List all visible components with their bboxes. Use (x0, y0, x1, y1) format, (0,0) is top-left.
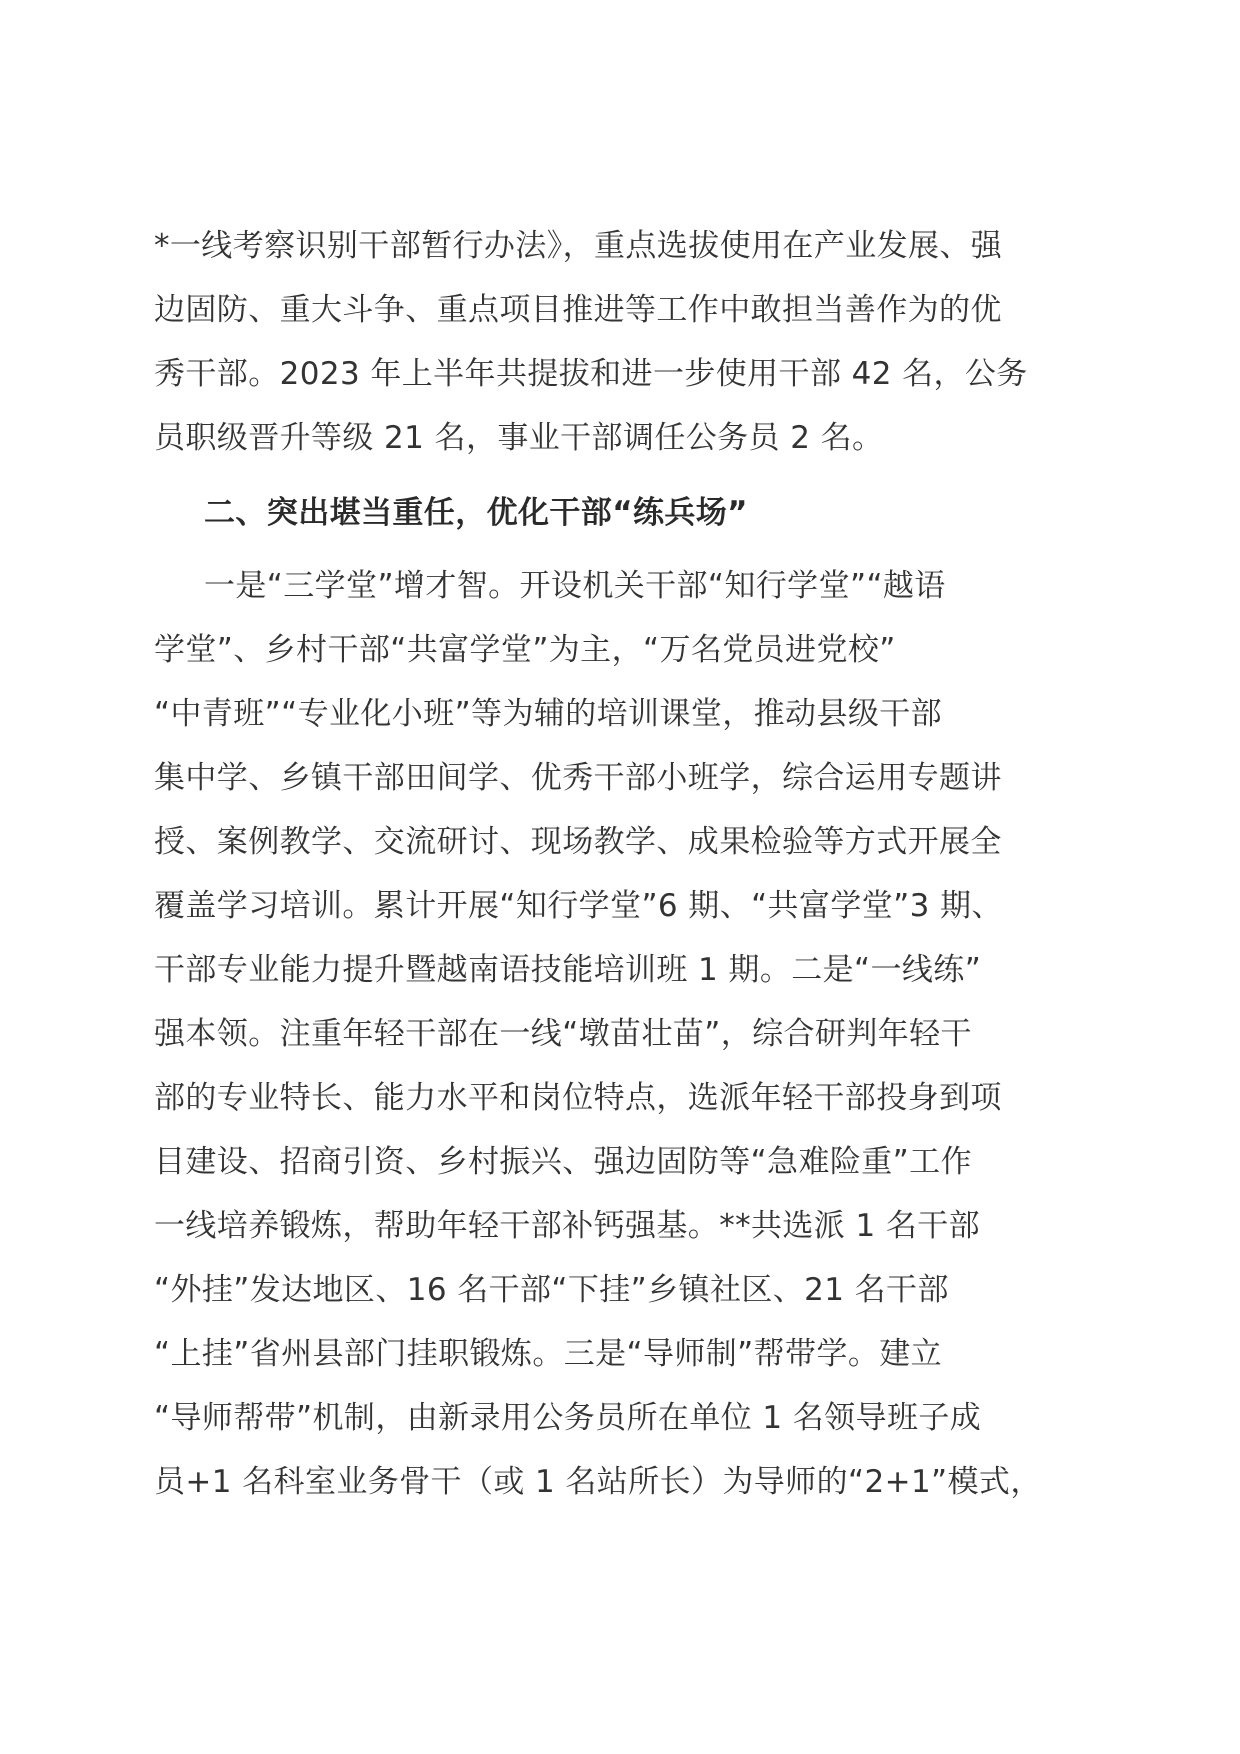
text-line: 员+1 名科室业务骨干（或 1 名站所长）为导师的“2+1”模式， (154, 1464, 1042, 1500)
text-line: “中青班”“专业化小班”等为辅的培训课堂，推动县级干部 (154, 696, 943, 732)
text-line: 部的专业特长、能力水平和岗位特点，选派年轻干部投身到项 (154, 1080, 1002, 1116)
text-line: 授、案例教学、交流研讨、现场教学、成果检验等方式开展全 (154, 824, 1002, 860)
text-line: 强本领。注重年轻干部在一线“墩苗壮苗”，综合研判年轻干 (154, 1016, 972, 1052)
text-line: 干部专业能力提升暨越南语技能培训班 1 期。二是“一线练” (154, 952, 982, 988)
text-line: 员职级晋升等级 21 名，事业干部调任公务员 2 名。 (154, 420, 884, 456)
text-line: 边固防、重大斗争、重点项目推进等工作中敢担当善作为的优 (154, 292, 1002, 328)
text-line: *一线考察识别干部暂行办法》，重点选拔使用在产业发展、强 (154, 228, 1003, 264)
text-line: 学堂”、乡村干部“共富学堂”为主，“万名党员进党校” (154, 632, 896, 668)
text-line: “外挂”发达地区、16 名干部“下挂”乡镇社区、21 名干部 (154, 1272, 949, 1308)
text-line: 目建设、招商引资、乡村振兴、强边固防等“急难险重”工作 (154, 1144, 972, 1180)
text-line: 覆盖学习培训。累计开展“知行学堂”6 期、“共富学堂”3 期、 (154, 888, 1003, 924)
section-heading: 二、突出堪当重任，优化干部“练兵场” (204, 495, 748, 531)
text-line: 秀干部。2023 年上半年共提拔和进一步使用干部 42 名，公务 (154, 356, 1028, 392)
text-line: “导师帮带”机制，由新录用公务员所在单位 1 名领导班子成 (154, 1400, 982, 1436)
text-line: 一是“三学堂”增才智。开设机关干部“知行学堂”“越语 (204, 568, 946, 604)
text-line: 一线培养锻炼，帮助年轻干部补钙强基。**共选派 1 名干部 (154, 1208, 981, 1244)
text-line: “上挂”省州县部门挂职锻炼。三是“导师制”帮带学。建立 (154, 1336, 943, 1372)
text-line: 集中学、乡镇干部田间学、优秀干部小班学，综合运用专题讲 (154, 760, 1002, 796)
